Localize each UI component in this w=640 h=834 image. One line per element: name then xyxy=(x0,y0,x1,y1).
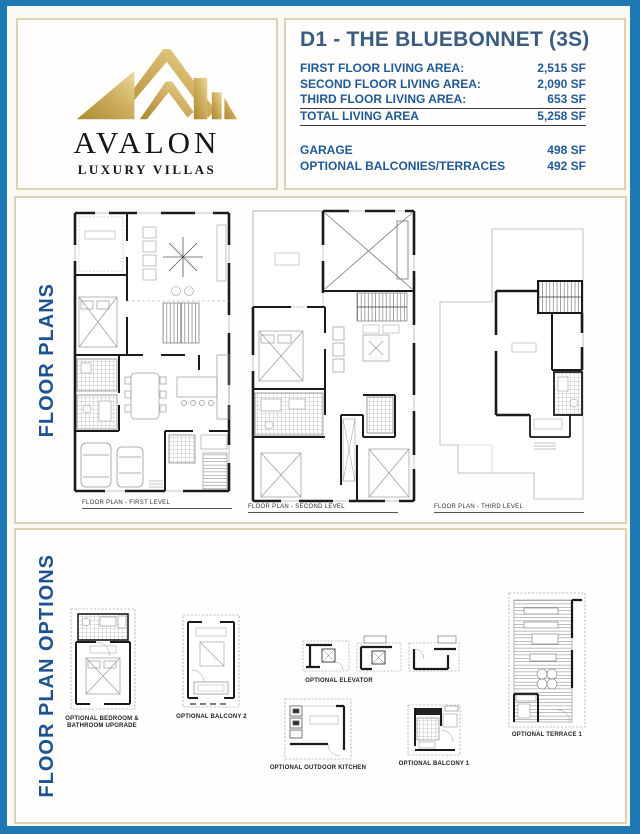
paper-background xyxy=(7,6,630,826)
third-level-plan-drawing xyxy=(430,205,622,507)
spec-label: FIRST FLOOR LIVING AREA: xyxy=(300,61,465,75)
floor-plans-section-label: FLOOR PLANS xyxy=(35,282,58,438)
spec-row-garage xyxy=(300,143,586,159)
optional-balcony-2-drawing xyxy=(182,614,240,710)
spec-value: 492 SF xyxy=(547,158,586,173)
spec-label: OPTIONAL BALCONIES/TERRACES xyxy=(300,158,506,173)
spec-label: GARAGE xyxy=(300,143,353,157)
optional-elevator-caption: OPTIONAL ELEVATOR xyxy=(305,678,373,684)
optional-elevator-drawing xyxy=(302,635,460,675)
spec-extras xyxy=(300,143,586,174)
optional-terrace-1-caption: OPTIONAL TERRACE 1 xyxy=(511,732,583,738)
optional-bedroom-bathroom-caption: OPTIONAL BEDROOM & BATHROOM UPGRADE xyxy=(65,716,139,729)
floor-plan-options-label-wrap xyxy=(26,530,68,822)
spec-label: TOTAL LIVING AREA xyxy=(300,108,419,123)
spec-value: 498 SF xyxy=(547,143,586,157)
info-panel xyxy=(284,18,626,190)
second-level-caption: FLOOR PLAN - SECOND LEVEL xyxy=(248,504,398,513)
spec-row-second-floor xyxy=(300,77,586,93)
spec-row-third-floor xyxy=(300,92,586,108)
spec-label: SECOND FLOOR LIVING AREA: xyxy=(300,76,481,91)
floor-plans-label-wrap xyxy=(26,198,68,522)
spec-label: THIRD FLOOR LIVING AREA: xyxy=(300,92,467,106)
spec-row-first-floor xyxy=(300,61,586,77)
optional-balcony-2-caption: OPTIONAL BALCONY 2 xyxy=(176,714,247,720)
spec-row-total xyxy=(300,108,586,127)
brand-tagline: LUXURY VILLAS xyxy=(77,161,217,177)
spec-value: 2,515 SF xyxy=(537,61,586,75)
logo-panel xyxy=(16,18,278,190)
avalon-house-logo-icon xyxy=(57,31,237,123)
second-level-plan-drawing xyxy=(245,205,422,507)
optional-balcony-1-drawing xyxy=(407,704,461,760)
optional-outdoor-kitchen-caption: OPTIONAL OUTDOOR KITCHEN xyxy=(269,765,367,771)
spec-value: 2,090 SF xyxy=(537,76,586,91)
brand-name: AVALON xyxy=(73,124,221,160)
optional-outdoor-kitchen-drawing xyxy=(284,698,352,762)
optional-terrace-1-drawing xyxy=(508,592,586,730)
floor-plans-section xyxy=(14,196,627,524)
first-level-caption: FLOOR PLAN - FIRST LEVEL xyxy=(82,500,232,509)
spec-value: 5,258 SF xyxy=(537,108,586,123)
floor-plan-options-section xyxy=(14,528,627,824)
first-level-plan-drawing xyxy=(65,205,239,499)
spec-value: 653 SF xyxy=(547,92,586,106)
spec-row-balconies xyxy=(300,159,586,175)
optional-bedroom-bathroom-drawing xyxy=(70,608,136,712)
third-level-caption: FLOOR PLAN - THIRD LEVEL xyxy=(434,504,584,513)
spec-table xyxy=(300,61,586,174)
model-title: D1 - THE BLUEBONNET (3S) xyxy=(300,28,590,51)
optional-balcony-1-caption: OPTIONAL BALCONY 1 xyxy=(398,761,470,767)
floor-plan-options-section-label: FLOOR PLAN OPTIONS xyxy=(35,554,58,798)
